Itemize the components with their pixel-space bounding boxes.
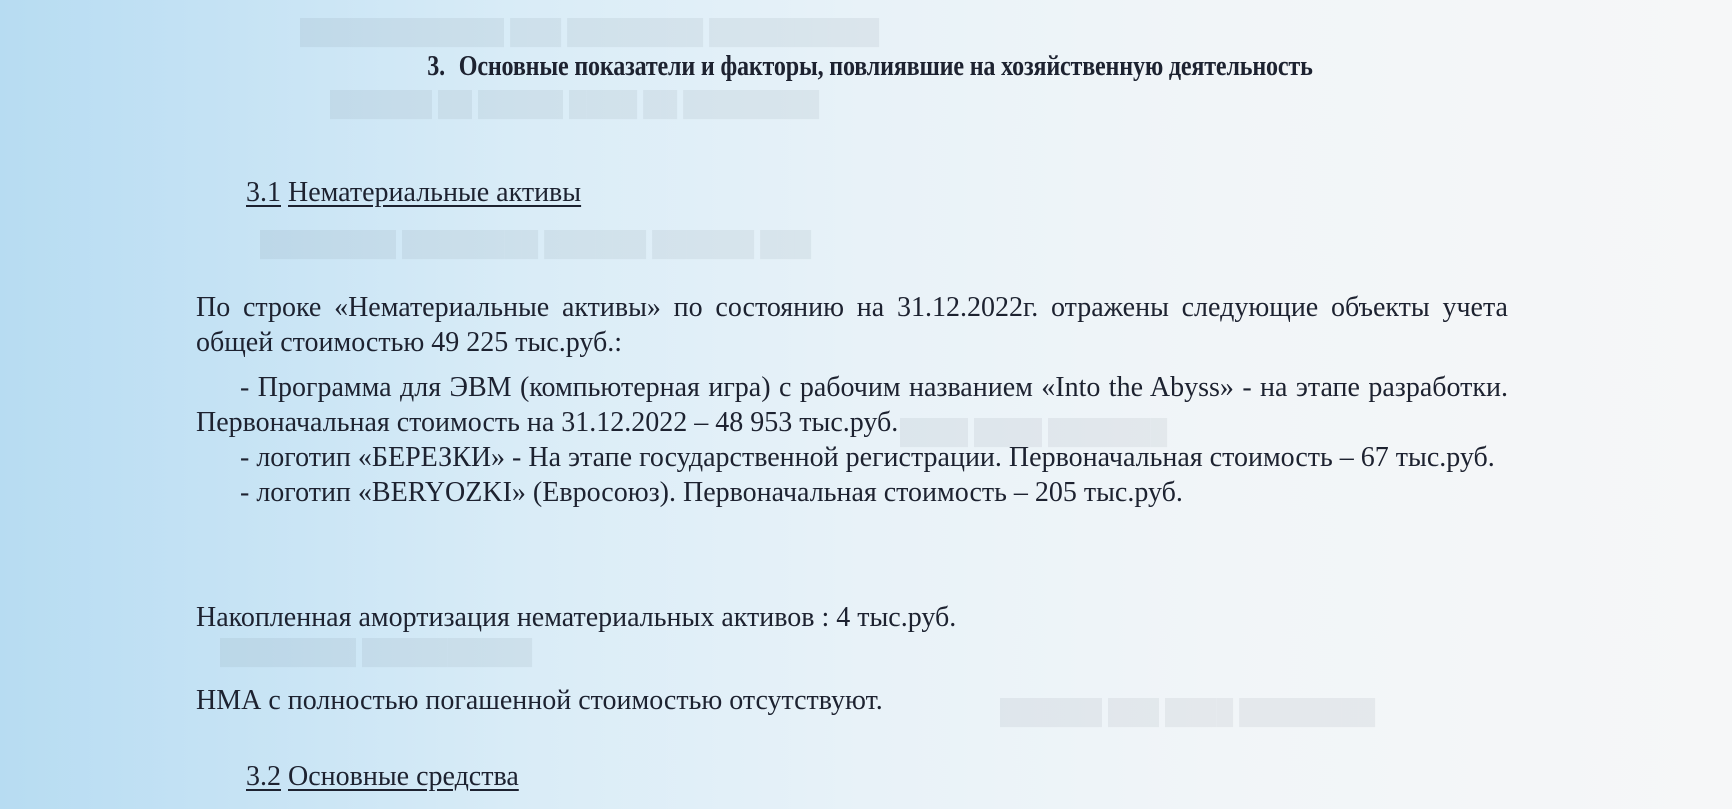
list-item: - логотип «BERYOZKI» (Евросоюз). Первоначальная стоимость – 205 тыс.руб. [240, 477, 1183, 508]
bleed-through-text: ████████ ██ ████ █████ ██ ██████ [330, 92, 820, 118]
section-title: Основные показатели и факторы, повлиявшие на хозяйственную деятельность [458, 51, 1313, 82]
subsection-title: Нематериальные активы [288, 177, 582, 208]
subsection-heading-fixed-assets [246, 760, 519, 794]
subsection-number: 3.1 [246, 177, 281, 208]
subsection-heading-intangible-assets [246, 176, 581, 210]
list-item: - логотип «БЕРЕЗКИ» - На этапе государственной регистрации. Первоначальная стоимость – 67 тыс.руб. [240, 442, 1495, 473]
bleed-through-text: ████████ ████ ███ ██████ [1000, 700, 1376, 726]
subsection-number: 3.2 [246, 761, 281, 792]
bleed-through-text: ███ ██████ ██████ ████████ ████████ [260, 232, 812, 258]
list-item: - Программа для ЭВМ (компьютерная игра) с рабочим названием «Into the Abyss» - на этапе разработки. Первоначальная стоимость на 31.12.2022 – 48 953 тыс.руб. [196, 372, 1508, 438]
bleed-through-text: ███████ ████ ████ [900, 420, 1168, 446]
intangible-assets-list [196, 370, 1508, 510]
section-number: 3. [427, 51, 446, 82]
bleed-through-text: ██████████ ████████ ███ ████████████ [300, 20, 880, 46]
intro-paragraph: По строке «Нематериальные активы» по состоянию на 31.12.2022г. отражены следующие объекты учета общей стоимостью 49 225 тыс.руб.: [196, 292, 1508, 358]
amortization-paragraph: Накопленная амортизация нематериальных активов : 4 тыс.руб. [196, 602, 957, 633]
bleed-through-text: ██████████ ████████ [220, 640, 533, 666]
section-heading [320, 44, 1420, 90]
subsection-title: Основные средства [288, 761, 519, 792]
fully-amortized-paragraph: НМА с полностью погашенной стоимостью отсутствуют. [196, 685, 883, 716]
